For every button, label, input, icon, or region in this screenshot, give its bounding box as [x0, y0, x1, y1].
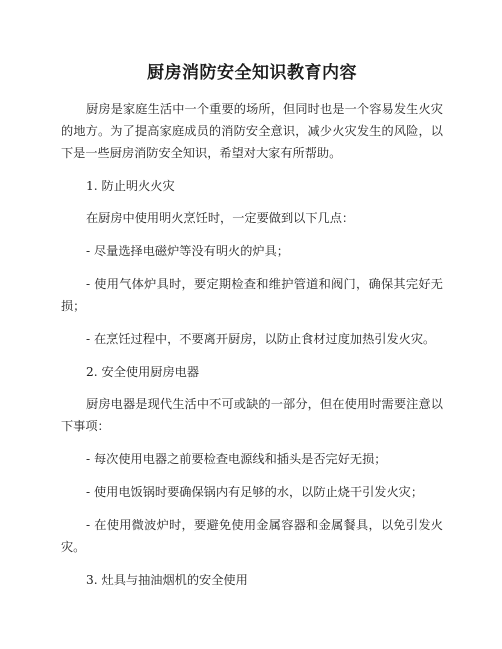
section-2-lead: 厨房电器是现代生活中不可或缺的一部分，但在使用时需要注意以下事项：: [61, 397, 443, 433]
section-heading-1: 1. 防止明火火灾: [86, 179, 175, 193]
intro-paragraph: 厨房是家庭生活中一个重要的场所，但同时也是一个容易发生火灾的地方。为了提高家庭成员的消防安全意识，减少火灾发生的风险，以下是一些厨房消防安全知识，希望对大家有所帮助。: [61, 102, 443, 160]
section-heading-2: 2. 安全使用厨房电器: [86, 365, 200, 379]
section-1-item-3: - 在烹饪过程中，不要离开厨房，以防止食材过度加热引发火灾。: [86, 332, 436, 346]
section-2-item-2: - 使用电饭锅时要确保锅内有足够的水，以防止烧干引发火灾；: [86, 485, 424, 499]
document-body: [61, 98, 443, 591]
document-title: 厨房消防安全知识教育内容: [147, 63, 357, 83]
section-heading-3: 3. 灶具与抽油烟机的安全使用: [86, 573, 248, 587]
section-1-item-1: - 尽量选择电磁炉等没有明火的炉具；: [86, 244, 289, 258]
section-1-item-2: - 使用气体炉具时，要定期检查和维护管道和阀门，确保其完好无损；: [61, 277, 443, 313]
section-2-item-1: - 每次使用电器之前要检查电源线和插头是否完好无损；: [86, 452, 387, 466]
section-1-lead: 在厨房中使用明火烹饪时，一定要做到以下几点：: [86, 211, 355, 225]
section-2-item-3: - 在使用微波炉时，要避免使用金属容器和金属餐具，以免引发火灾。: [61, 518, 443, 554]
